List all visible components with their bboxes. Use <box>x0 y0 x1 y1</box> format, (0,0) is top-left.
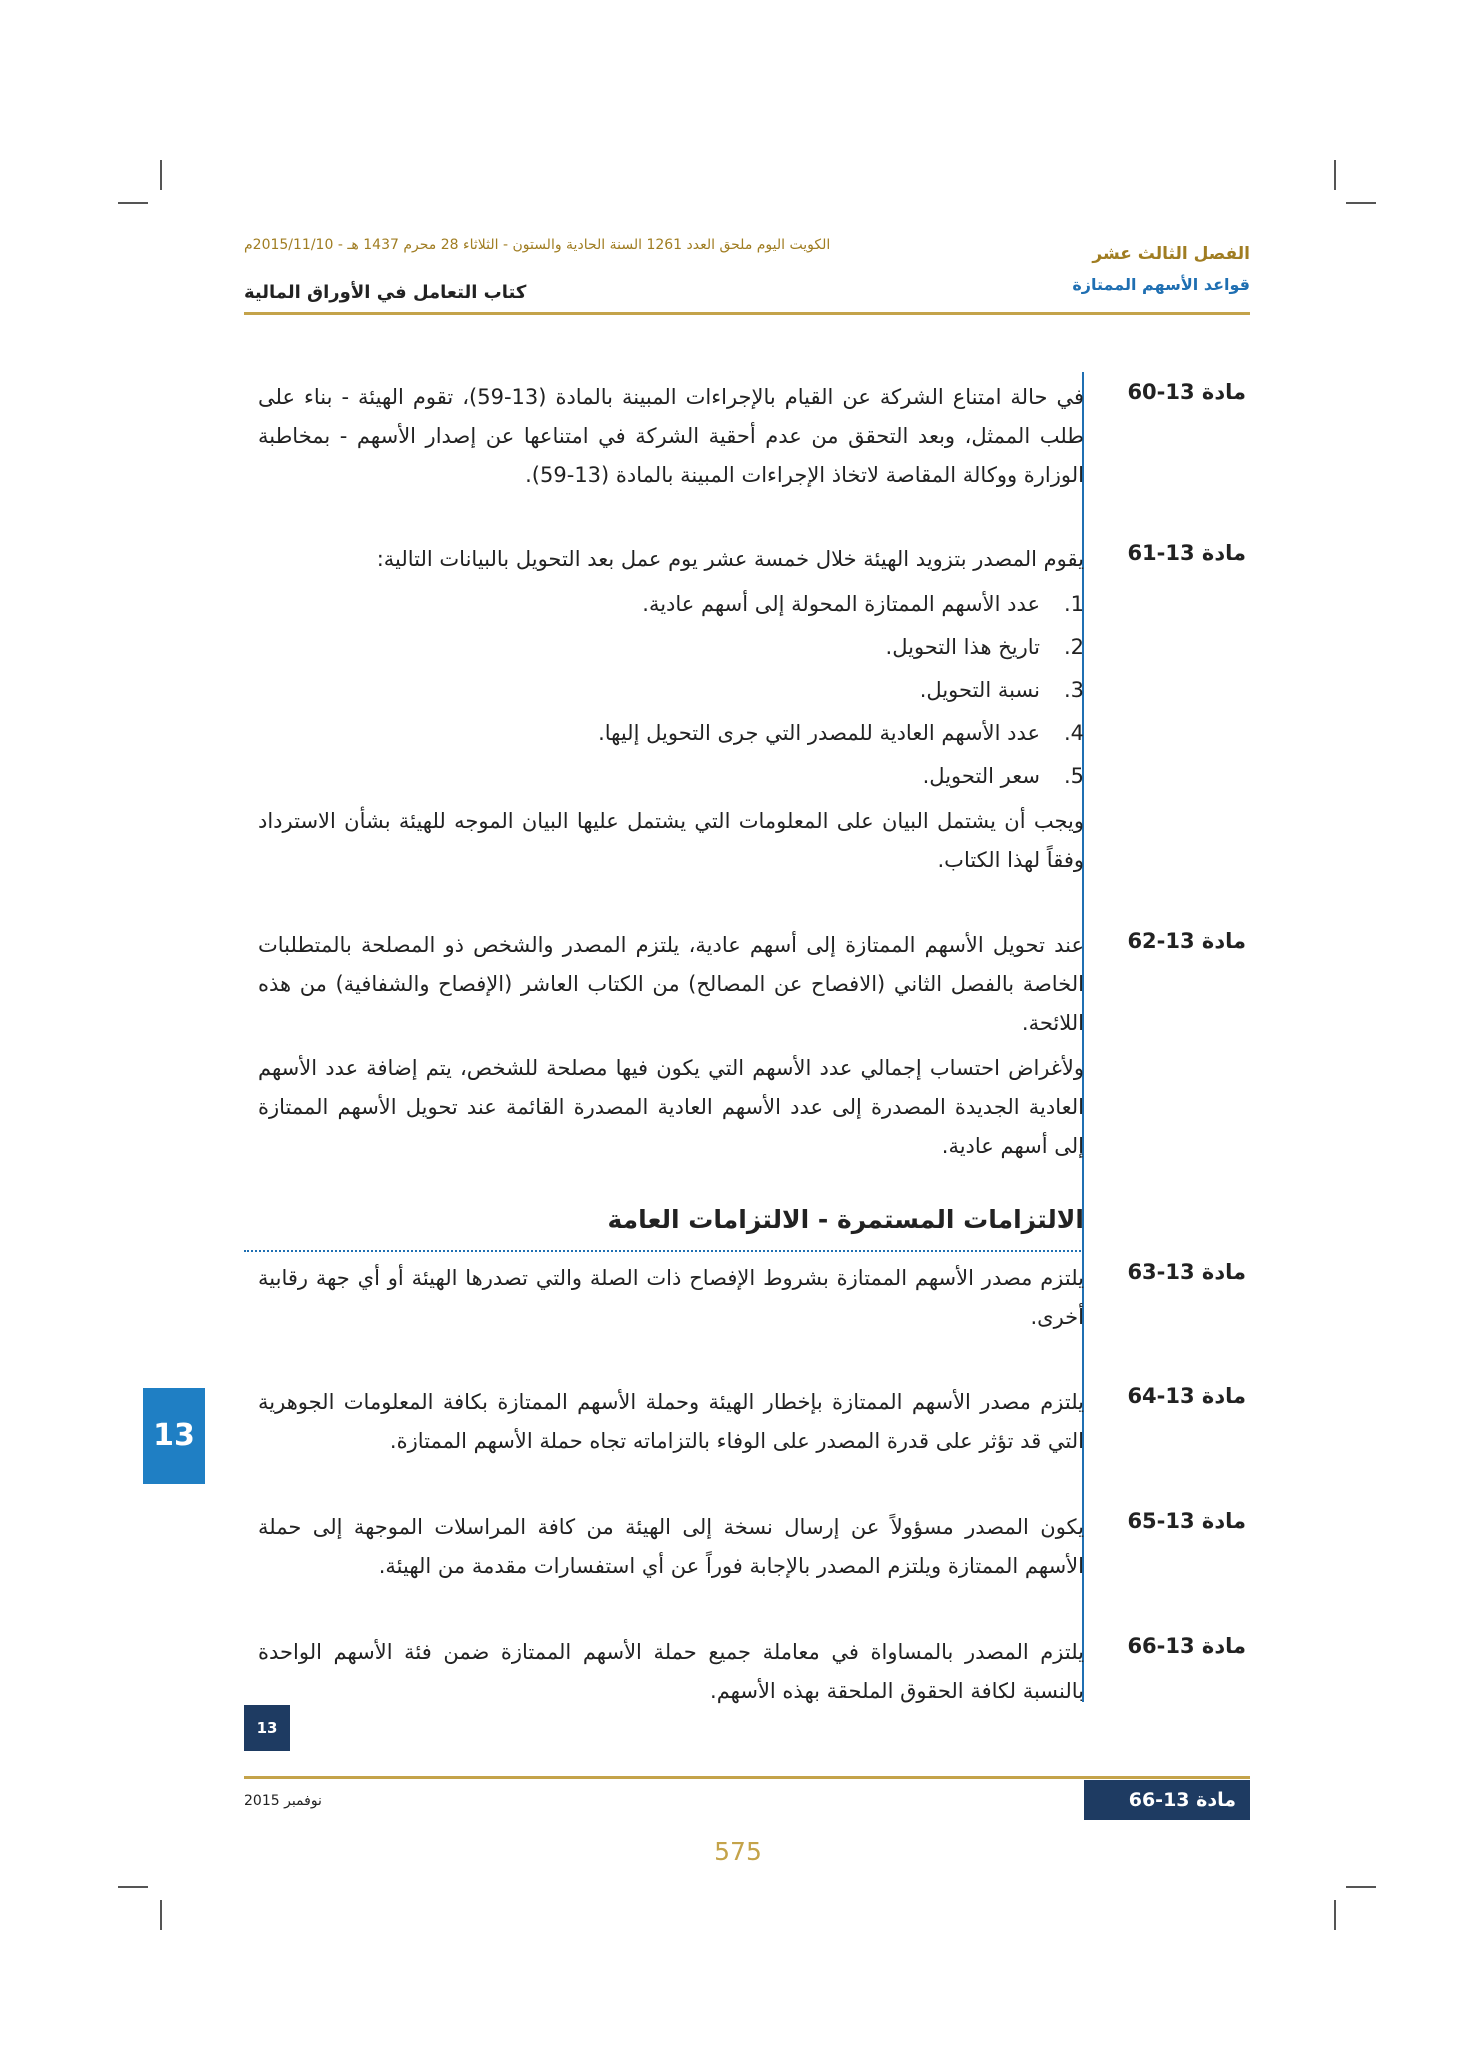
article-text: يلتزم مصدر الأسهم الممتازة بشروط الإفصاح ذات الصلة والتي تصدرها الهيئة أو أي جهة رقابية أخرى. <box>258 1266 1084 1329</box>
article-body <box>258 378 1084 495</box>
chapter-title: الفصل الثالث عشر <box>1092 244 1250 264</box>
section-divider <box>244 1250 1084 1252</box>
article-label: مادة 13-63 <box>1127 1260 1246 1284</box>
list-text: عدد الأسهم العادية للمصدر التي جرى التحويل إليها. <box>598 721 1040 745</box>
article-text: عند تحويل الأسهم الممتازة إلى أسهم عادية، يلتزم المصدر والشخص ذو المصلحة بالمتطلبات الخاصة بالفصل الثاني (الافصاح عن المصالح) من الكتاب العاشر (الإفصاح والشفافية) من هذه اللائحة. <box>258 933 1084 1035</box>
article-label: مادة 13-65 <box>1127 1509 1246 1533</box>
list-item <box>258 583 1084 626</box>
article-label: مادة 13-64 <box>1127 1384 1246 1408</box>
list-item <box>258 626 1084 669</box>
list-text: عدد الأسهم الممتازة المحولة إلى أسهم عادية. <box>642 592 1040 616</box>
list-number: 4. <box>1063 721 1084 745</box>
footer-article-range: مادة 13-66 <box>1084 1780 1250 1820</box>
article-label: مادة 13-60 <box>1127 380 1246 404</box>
list-number: 3. <box>1063 678 1084 702</box>
article-label: مادة 13-61 <box>1127 541 1246 565</box>
article-body <box>258 1508 1084 1586</box>
list-number: 1. <box>1063 592 1084 616</box>
list-item <box>258 669 1084 712</box>
chapter-side-tab: 13 <box>143 1388 205 1484</box>
article-label: مادة 13-62 <box>1127 929 1246 953</box>
list-item <box>258 755 1084 798</box>
crop-mark <box>1346 1886 1376 1888</box>
article-text-2: ولأغراض احتساب إجمالي عدد الأسهم التي يكون فيها مصلحة للشخص، يتم إضافة عدد الأسهم العادية الجديدة المصدرة إلى عدد الأسهم العادية المصدرة القائمة عند تحويل الأسهم الممتازة إلى أسهم عادية. <box>258 1056 1084 1158</box>
article-text: يلتزم مصدر الأسهم الممتازة بإخطار الهيئة وحملة الأسهم الممتازة بكافة المعلومات الجوهرية التي قد تؤثر على قدرة المصدر على الوفاء بالتزاماته تجاه حملة الأسهم الممتازة. <box>258 1390 1084 1453</box>
article-body <box>258 540 1084 880</box>
footer-rule <box>244 1776 1250 1779</box>
list-text: تاريخ هذا التحويل. <box>885 635 1040 659</box>
article-text: يكون المصدر مسؤولاً عن إرسال نسخة إلى الهيئة من كافة المراسلات الموجهة إلى حملة الأسهم الممتازة ويلتزم المصدر بالإجابة فوراً عن أي استفسارات مقدمة من الهيئة. <box>258 1515 1084 1578</box>
crop-mark <box>160 1900 162 1930</box>
article-text: في حالة امتناع الشركة عن القيام بالإجراءات المبينة بالمادة (13-59)، تقوم الهيئة - بناء على طلب الممثل، وبعد التحقق من عدم أحقية الشركة في امتناعها عن إصدار الأسهم - بمخاطبة الوزارة ووكالة المقاصة لاتخاذ الإجراءات المبينة بالمادة (13-59). <box>258 385 1084 487</box>
crop-mark <box>1334 1900 1336 1930</box>
page-number: 575 <box>714 1837 762 1866</box>
page-badge: 13 <box>244 1705 290 1751</box>
list-item <box>258 712 1084 755</box>
crop-mark <box>1334 160 1336 190</box>
article-label: مادة 13-66 <box>1127 1634 1246 1658</box>
list-number: 2. <box>1063 635 1084 659</box>
list-text: نسبة التحويل. <box>919 678 1040 702</box>
article-body <box>258 1383 1084 1461</box>
gazette-line: الكويت اليوم ملحق العدد 1261 السنة الحادية والستون - الثلاثاء 28 محرم 1437 هـ - 2015/11/10م <box>244 237 831 253</box>
article-list <box>258 583 1084 798</box>
book-title: كتاب التعامل في الأوراق المالية <box>244 282 527 303</box>
footer-date: نوفمبر 2015 <box>244 1793 322 1809</box>
crop-mark <box>1346 202 1376 204</box>
article-body <box>258 1259 1084 1337</box>
header-rule <box>244 312 1250 315</box>
article-intro: يقوم المصدر بتزويد الهيئة خلال خمسة عشر يوم عمل بعد التحويل بالبيانات التالية: <box>376 547 1084 571</box>
crop-mark <box>118 1886 148 1888</box>
section-heading: الالتزامات المستمرة - الالتزامات العامة <box>607 1205 1084 1234</box>
chapter-subtitle: قواعد الأسهم الممتازة <box>1072 275 1250 294</box>
article-body <box>258 926 1084 1166</box>
article-outro: ويجب أن يشتمل البيان على المعلومات التي يشتمل عليها البيان الموجه للهيئة بشأن الاسترداد وفقاً لهذا الكتاب. <box>258 809 1084 872</box>
list-number: 5. <box>1063 764 1084 788</box>
article-text: يلتزم المصدر بالمساواة في معاملة جميع حملة الأسهم الممتازة ضمن فئة الأسهم الواحدة بالنسبة لكافة الحقوق الملحقة بهذه الأسهم. <box>258 1640 1084 1703</box>
article-body <box>258 1633 1084 1711</box>
crop-mark <box>160 160 162 190</box>
crop-mark <box>118 202 148 204</box>
list-text: سعر التحويل. <box>922 764 1040 788</box>
